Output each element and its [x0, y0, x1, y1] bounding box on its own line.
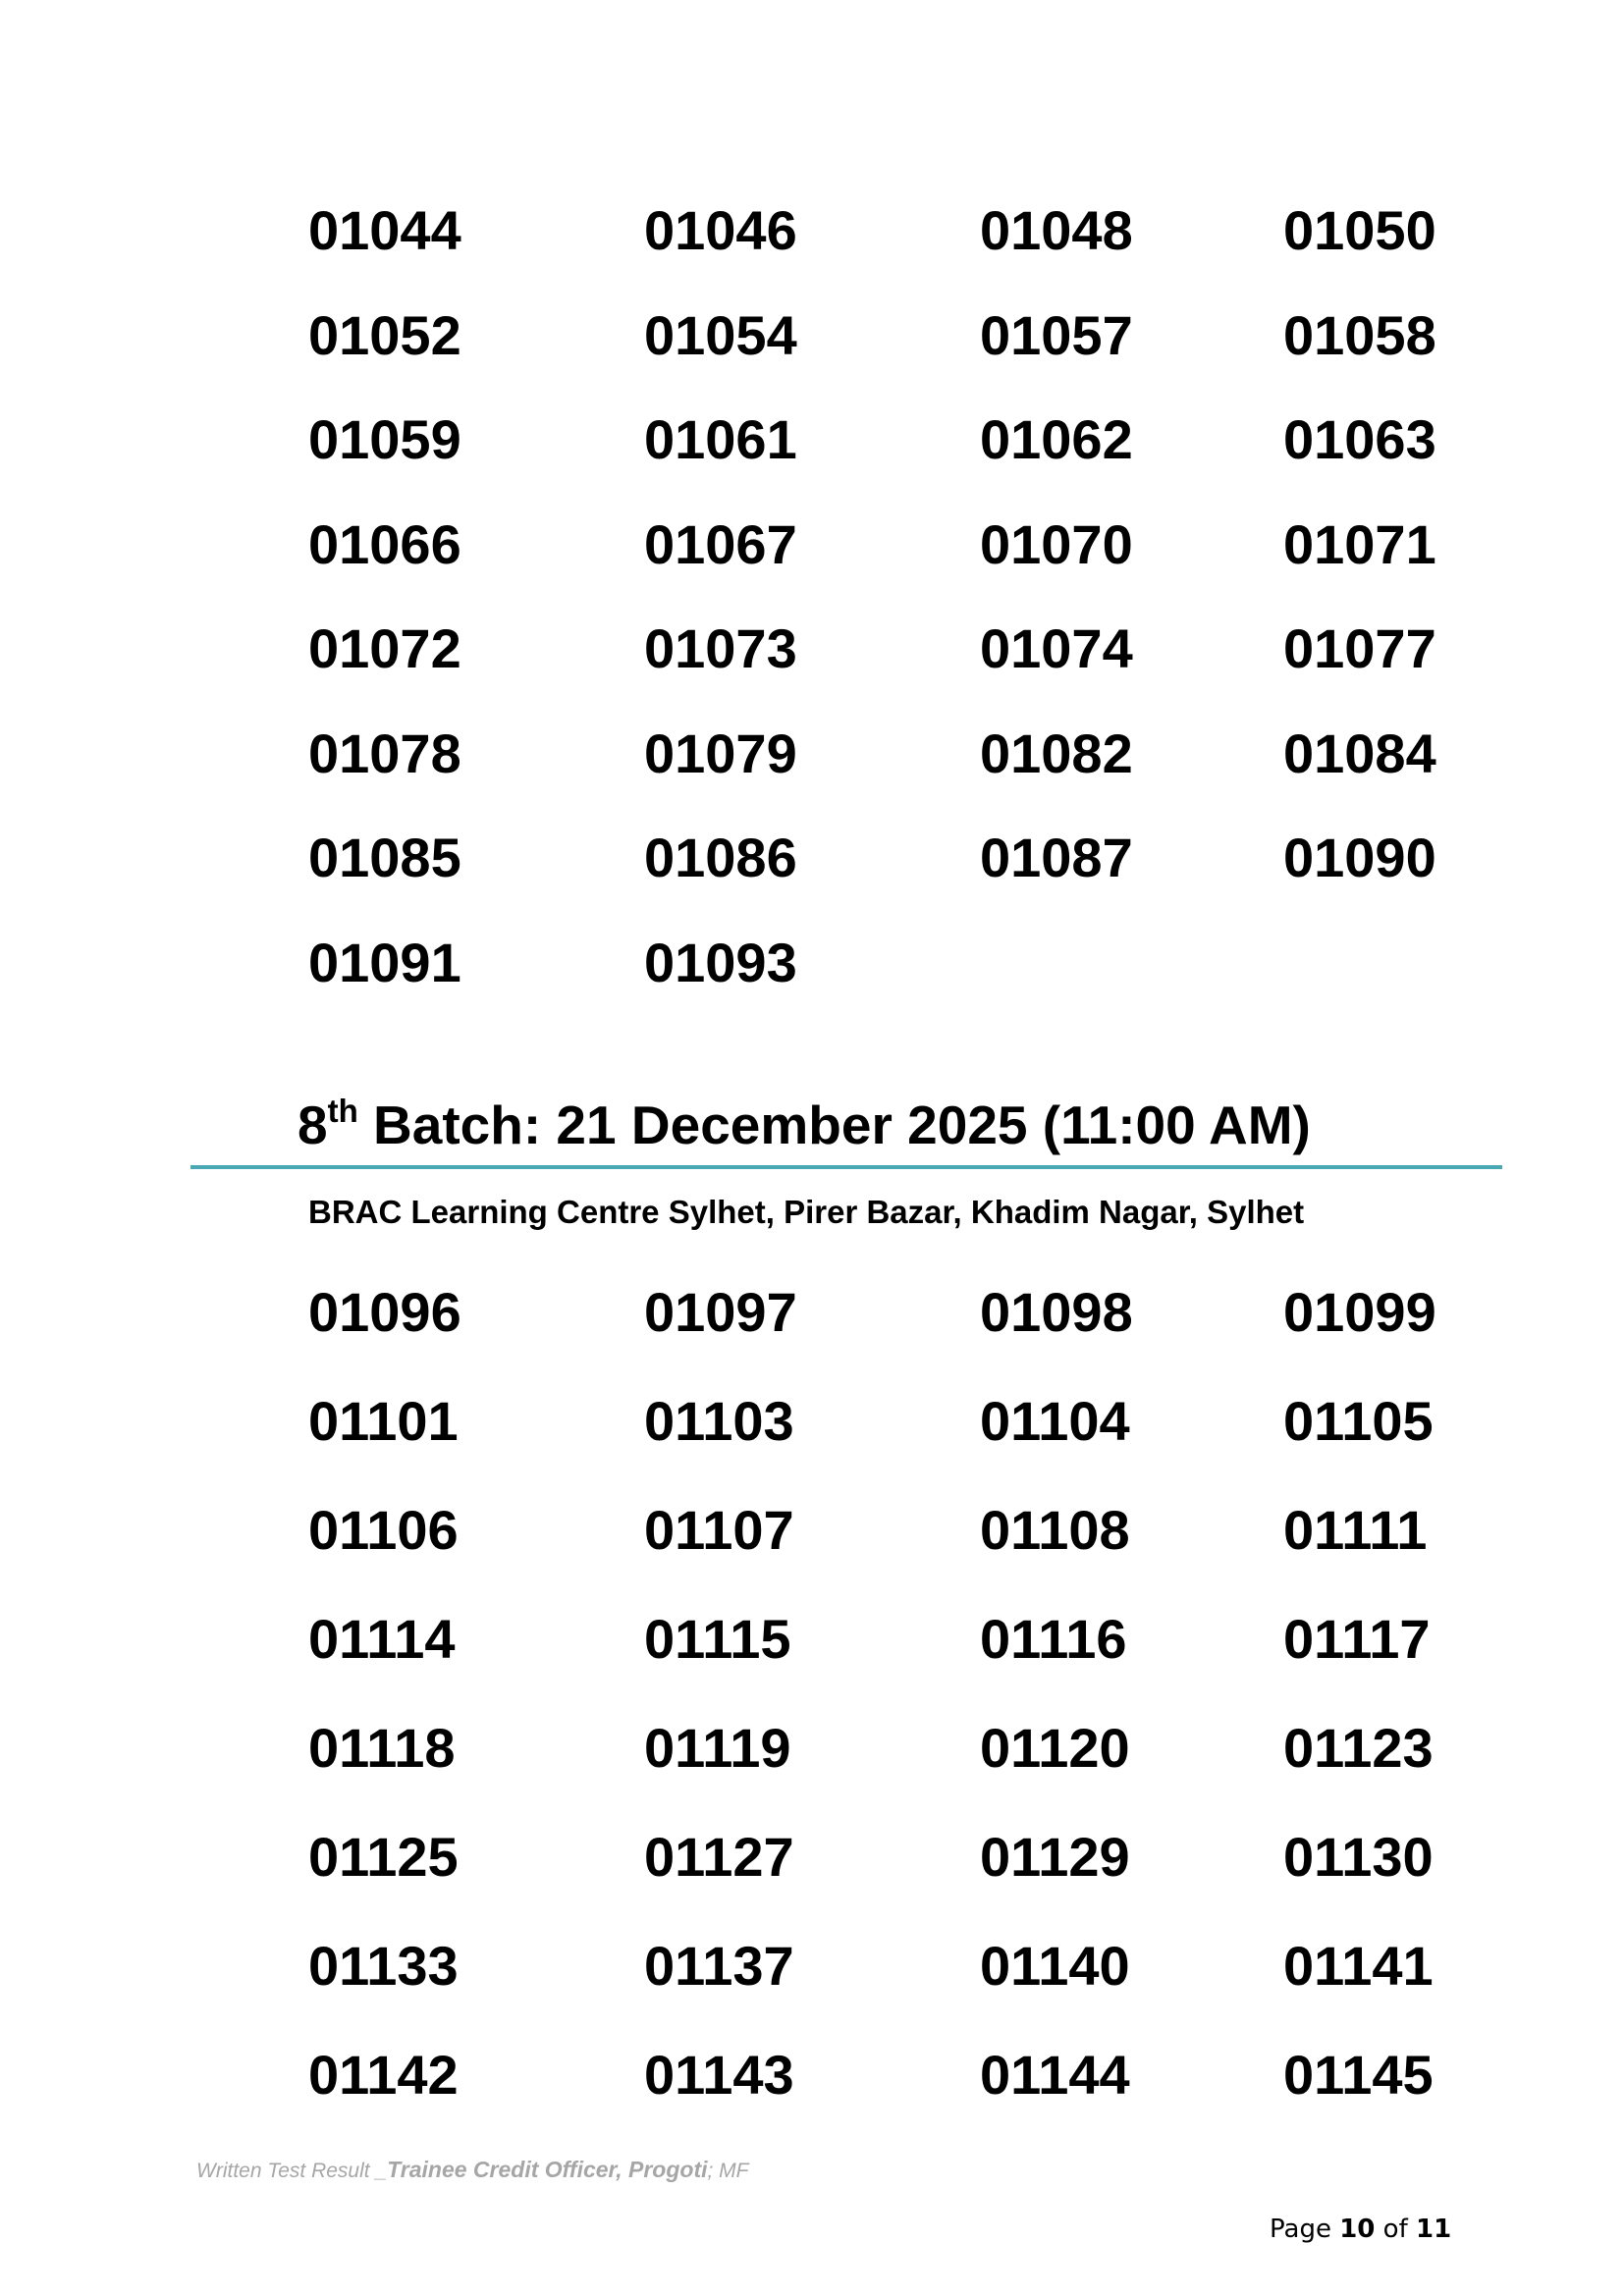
roll-number: 01077 — [1283, 617, 1436, 679]
roll-number: 01078 — [308, 721, 461, 784]
roll-number: 01050 — [1283, 199, 1436, 261]
page-number — [1270, 2212, 1451, 2247]
roll-number: 01061 — [644, 408, 797, 470]
roll-number: 01145 — [1283, 2044, 1434, 2106]
roll-number: 01091 — [308, 931, 461, 993]
roll-number: 01057 — [980, 303, 1133, 366]
roll-number-row — [0, 824, 1624, 892]
roll-number: 01067 — [644, 512, 797, 575]
roll-number: 01073 — [644, 617, 797, 679]
roll-number: 01072 — [308, 617, 461, 679]
roll-number: 01054 — [644, 303, 797, 366]
roll-number: 01130 — [1283, 1826, 1434, 1888]
roll-number: 01084 — [1283, 721, 1436, 784]
roll-number: 01086 — [644, 827, 797, 888]
page-of: of — [1375, 2215, 1416, 2244]
footer-note-prefix: Written Test Result _ — [196, 2160, 388, 2182]
roll-number: 01107 — [644, 1499, 794, 1561]
roll-number-row — [0, 1605, 1624, 1674]
roll-number: 01099 — [1283, 1281, 1436, 1343]
roll-number-row — [0, 2041, 1624, 2109]
roll-number: 01115 — [644, 1608, 791, 1670]
roll-number-row — [0, 614, 1624, 683]
roll-number: 01118 — [308, 1717, 456, 1779]
batch-venue: BRAC Learning Centre Sylhet, Pirer Bazar, Khadim Nagar, Sylhet — [308, 1194, 1305, 1230]
roll-number: 01063 — [1283, 408, 1436, 470]
roll-number-row — [0, 510, 1624, 579]
roll-number-row — [0, 1714, 1624, 1783]
roll-number: 01114 — [308, 1608, 456, 1670]
roll-number: 01117 — [1283, 1608, 1431, 1670]
roll-number: 01142 — [308, 2044, 459, 2106]
roll-number: 01087 — [980, 827, 1133, 888]
roll-number: 01116 — [980, 1608, 1127, 1670]
roll-number: 01062 — [980, 408, 1133, 470]
roll-number: 01140 — [980, 1935, 1130, 1997]
roll-number: 01044 — [308, 199, 461, 261]
roll-number: 01129 — [980, 1826, 1130, 1888]
roll-number-row — [0, 1496, 1624, 1565]
roll-number: 01090 — [1283, 827, 1436, 888]
footer-document-note — [196, 2155, 749, 2186]
roll-number: 01071 — [1283, 512, 1436, 575]
roll-number: 01058 — [1283, 303, 1436, 366]
roll-number: 01108 — [980, 1499, 1130, 1561]
roll-number-row — [0, 1823, 1624, 1892]
roll-number-row — [0, 720, 1624, 788]
roll-number: 01141 — [1283, 1935, 1434, 1997]
roll-number: 01111 — [1283, 1499, 1428, 1561]
roll-number-row — [0, 1387, 1624, 1456]
roll-number: 01093 — [644, 931, 797, 993]
roll-number: 01133 — [308, 1935, 459, 1997]
roll-number: 01066 — [308, 512, 461, 575]
roll-number-row — [0, 1932, 1624, 2001]
page-label: Page — [1270, 2215, 1340, 2244]
roll-number: 01103 — [644, 1390, 794, 1452]
roll-number: 01085 — [308, 827, 461, 888]
roll-number: 01074 — [980, 617, 1133, 679]
footer-note-title: Trainee Credit Officer, Progoti — [387, 2157, 708, 2182]
roll-number: 01096 — [308, 1281, 461, 1343]
heading-divider — [190, 1165, 1502, 1169]
roll-number: 01105 — [1283, 1390, 1434, 1452]
roll-number: 01059 — [308, 408, 461, 470]
batch-heading — [298, 1088, 1311, 1162]
roll-number: 01123 — [1283, 1717, 1434, 1779]
roll-number-row — [0, 929, 1624, 997]
roll-number: 01070 — [980, 512, 1133, 575]
roll-number-row — [0, 301, 1624, 370]
page-current: 10 — [1339, 2215, 1376, 2244]
batch-ordinal-suffix: th — [327, 1093, 358, 1129]
roll-number: 01098 — [980, 1281, 1133, 1343]
batch-ordinal-number: 8 — [298, 1095, 328, 1155]
roll-number-row — [0, 196, 1624, 265]
roll-number: 01119 — [644, 1717, 791, 1779]
roll-number: 01048 — [980, 199, 1133, 261]
batch-title: Batch: 21 December 2025 (11:00 AM) — [357, 1095, 1311, 1155]
roll-number: 01120 — [980, 1717, 1130, 1779]
footer-note-suffix: ; MF — [707, 2160, 749, 2182]
roll-number: 01144 — [980, 2044, 1130, 2106]
roll-number-row — [0, 1278, 1624, 1347]
roll-number: 01137 — [644, 1935, 794, 1997]
roll-number-row — [0, 405, 1624, 474]
roll-number: 01127 — [644, 1826, 794, 1888]
roll-number: 01143 — [644, 2044, 794, 2106]
roll-number: 01046 — [644, 199, 797, 261]
page-total: 11 — [1416, 2215, 1452, 2244]
roll-number: 01125 — [308, 1826, 459, 1888]
roll-number: 01052 — [308, 303, 461, 366]
roll-number: 01101 — [308, 1390, 459, 1452]
roll-number: 01104 — [980, 1390, 1130, 1452]
roll-number: 01097 — [644, 1281, 797, 1343]
roll-number: 01106 — [308, 1499, 459, 1561]
roll-number: 01079 — [644, 721, 797, 784]
roll-number: 01082 — [980, 721, 1133, 784]
